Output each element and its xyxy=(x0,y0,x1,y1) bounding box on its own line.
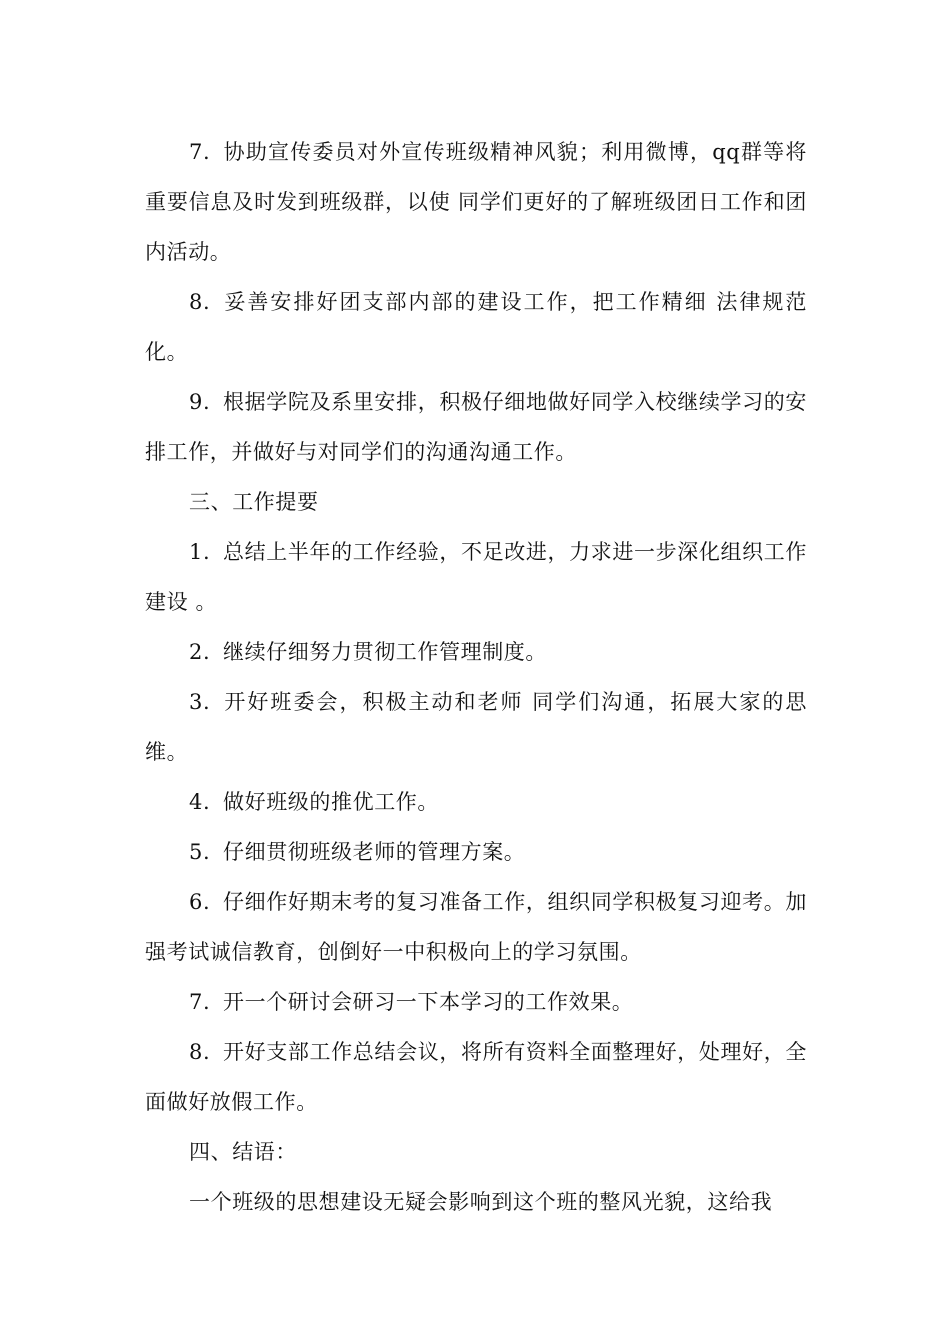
paragraph-text: 根据学院及系里安排，积极仔细地做好同学入校继续学习的安排工作，并做好与对同学们的沟通沟通工作。 xyxy=(145,390,807,464)
paragraph-item-6 xyxy=(145,877,807,977)
item-number: 3. xyxy=(189,690,211,714)
paragraph-item-7b xyxy=(145,977,807,1027)
paragraph-text: 一个班级的思想建设无疑会影响到这个班的整风光貌，这给我 xyxy=(189,1190,773,1214)
section-heading-text: 三、工作提要 xyxy=(189,490,319,514)
paragraph-text: 做好班级的推优工作。 xyxy=(223,790,439,814)
item-number: 9. xyxy=(189,390,211,414)
section-heading-text: 四、结语： xyxy=(189,1140,297,1164)
paragraph-item-7 xyxy=(145,127,807,277)
paragraph-item-5 xyxy=(145,827,807,877)
paragraph-text: 开好班委会，积极主动和老师 同学们沟通，拓展大家的思维。 xyxy=(145,690,807,764)
item-number: 8. xyxy=(189,1040,211,1064)
section-heading-work-summary xyxy=(145,477,807,527)
item-number: 7. xyxy=(189,990,211,1014)
paragraph-item-9 xyxy=(145,377,807,477)
paragraph-item-3 xyxy=(145,677,807,777)
item-number: 5. xyxy=(189,840,211,864)
paragraph-item-1 xyxy=(145,527,807,627)
item-number: 4. xyxy=(189,790,211,814)
document-body xyxy=(145,127,807,1227)
paragraph-text: 开好支部工作总结会议，将所有资料全面整理好，处理好，全面做好放假工作。 xyxy=(145,1040,807,1114)
item-number: 2. xyxy=(189,640,211,664)
paragraph-text: 仔细贯彻班级老师的管理方案。 xyxy=(223,840,526,864)
item-number: 1. xyxy=(189,540,211,564)
paragraph-text: 协助宣传委员对外宣传班级精神风貌；利用微博，qq群等将重要信息及时发到班级群，以使 同学们更好的了解班级团日工作和团内活动。 xyxy=(145,140,807,264)
paragraph-text: 仔细作好期末考的复习准备工作，组织同学积极复习迎考。加强考试诚信教育，创倒好一中积极向上的学习氛围。 xyxy=(145,890,807,964)
item-number: 7. xyxy=(189,140,211,164)
conclusion-paragraph xyxy=(145,1177,807,1227)
section-heading-conclusion xyxy=(145,1127,807,1177)
paragraph-item-8 xyxy=(145,277,807,377)
paragraph-item-4 xyxy=(145,777,807,827)
paragraph-text: 开一个研讨会研习一下本学习的工作效果。 xyxy=(223,990,634,1014)
paragraph-item-2 xyxy=(145,627,807,677)
item-number: 6. xyxy=(189,890,211,914)
paragraph-item-8b xyxy=(145,1027,807,1127)
item-number: 8. xyxy=(189,290,211,314)
paragraph-text: 继续仔细努力贯彻工作管理制度。 xyxy=(223,640,547,664)
paragraph-text: 妥善安排好团支部内部的建设工作，把工作精细 法律规范化。 xyxy=(145,290,807,364)
paragraph-text: 总结上半年的工作经验，不足改进，力求进一步深化组织工作建设 。 xyxy=(145,540,807,614)
